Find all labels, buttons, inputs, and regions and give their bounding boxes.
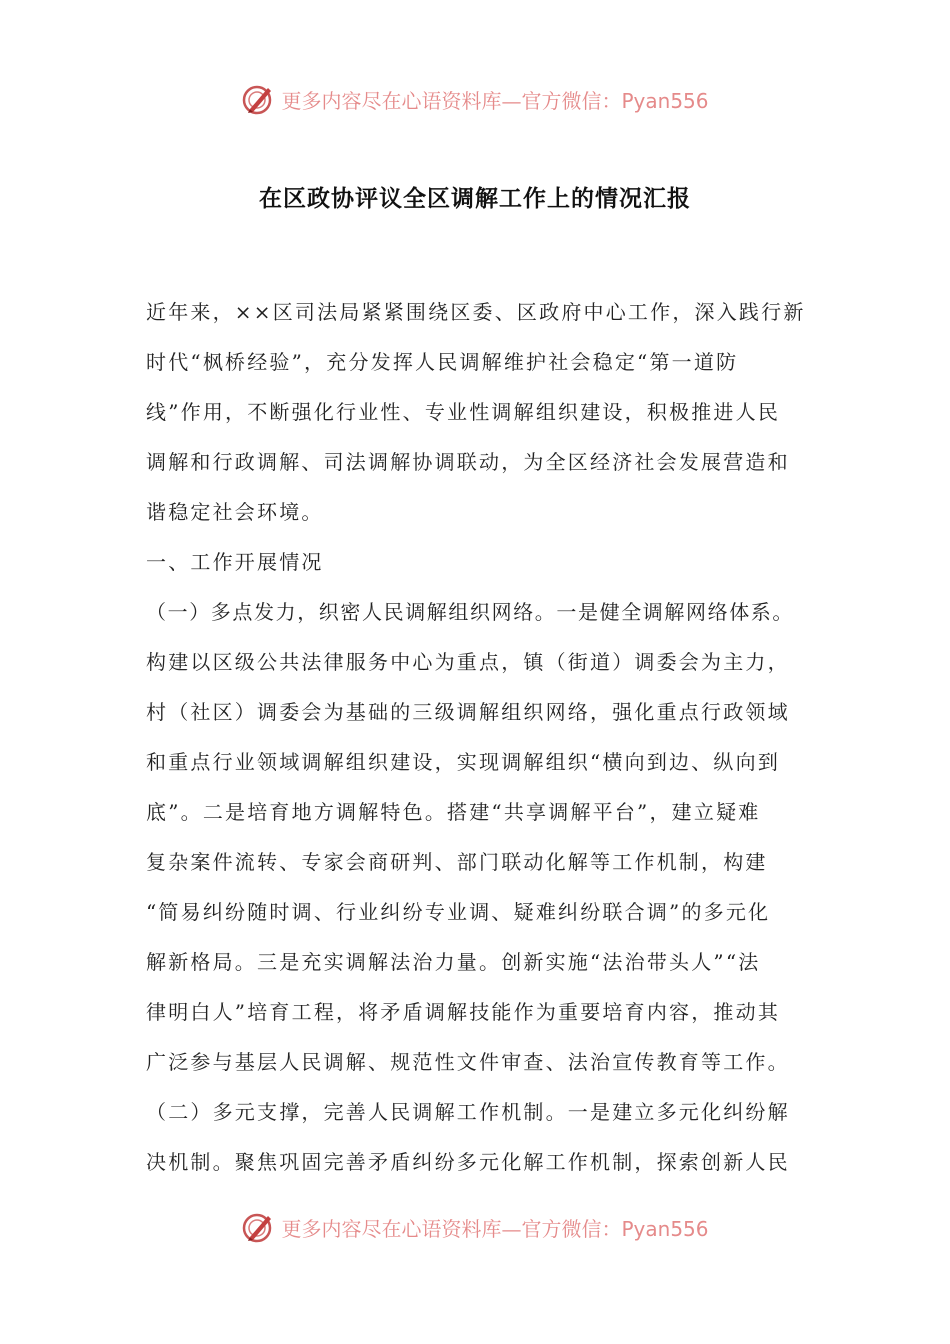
body-line: 谐稳定社会环境。 xyxy=(146,500,324,524)
footer-watermark xyxy=(0,1210,950,1244)
body-line: 律明白人”培育工程，将矛盾调解技能作为重要培育内容，推动其 xyxy=(146,1000,781,1024)
body-line: 底”。二是培育地方调解特色。搭建“共享调解平台”，建立疑难 xyxy=(146,800,761,824)
body-line: 构建以区级公共法律服务中心为重点，镇（街道）调委会为主力， xyxy=(146,650,790,674)
body-line: 时代“枫桥经验”，充分发挥人民调解维护社会稳定“第一道防 xyxy=(146,350,739,374)
section-heading: 一、工作开展情况 xyxy=(146,550,324,574)
watermark-text: 更多内容尽在心语资料库—官方微信：Pyan556 xyxy=(281,88,709,113)
body-line: “简易纠纷随时调、行业纠纷专业调、疑难纠纷联合调”的多元化 xyxy=(146,900,771,924)
body-line: 广泛参与基层人民调解、规范性文件审查、法治宣传教育等工作。 xyxy=(146,1050,790,1074)
body-line: 和重点行业领域调解组织建设，实现调解组织“横向到边、纵向到 xyxy=(146,750,781,774)
body-line: 近年来，××区司法局紧紧围绕区委、区政府中心工作，深入践行新 xyxy=(146,300,806,324)
subsection-heading-line: （一）多点发力，织密人民调解组织网络。一是健全调解网络体系。 xyxy=(146,600,794,624)
header-watermark xyxy=(0,82,950,116)
body-line: 村（社区）调委会为基础的三级调解组织网络，强化重点行政领域 xyxy=(146,700,790,724)
document-body xyxy=(146,292,812,1192)
body-line: 复杂案件流转、专家会商研判、部门联动化解等工作机制，构建 xyxy=(146,850,768,874)
body-line: 解新格局。三是充实调解法治力量。创新实施“法治带头人”“法 xyxy=(146,950,761,974)
body-line: 调解和行政调解、司法调解协调联动，为全区经济社会发展营造和 xyxy=(146,450,790,474)
document-title: 在区政协评议全区调解工作上的情况汇报 xyxy=(259,185,691,212)
pen-logo-icon xyxy=(241,1210,275,1244)
watermark-text: 更多内容尽在心语资料库—官方微信：Pyan556 xyxy=(281,1216,709,1241)
pen-logo-icon xyxy=(241,82,275,116)
body-line: 决机制。聚焦巩固完善矛盾纠纷多元化解工作机制，探索创新人民 xyxy=(146,1150,790,1174)
subsection-heading-line: （二）多元支撑，完善人民调解工作机制。一是建立多元化纠纷解 xyxy=(146,1100,790,1124)
body-line: 线”作用，不断强化行业性、专业性调解组织建设，积极推进人民 xyxy=(146,400,781,424)
